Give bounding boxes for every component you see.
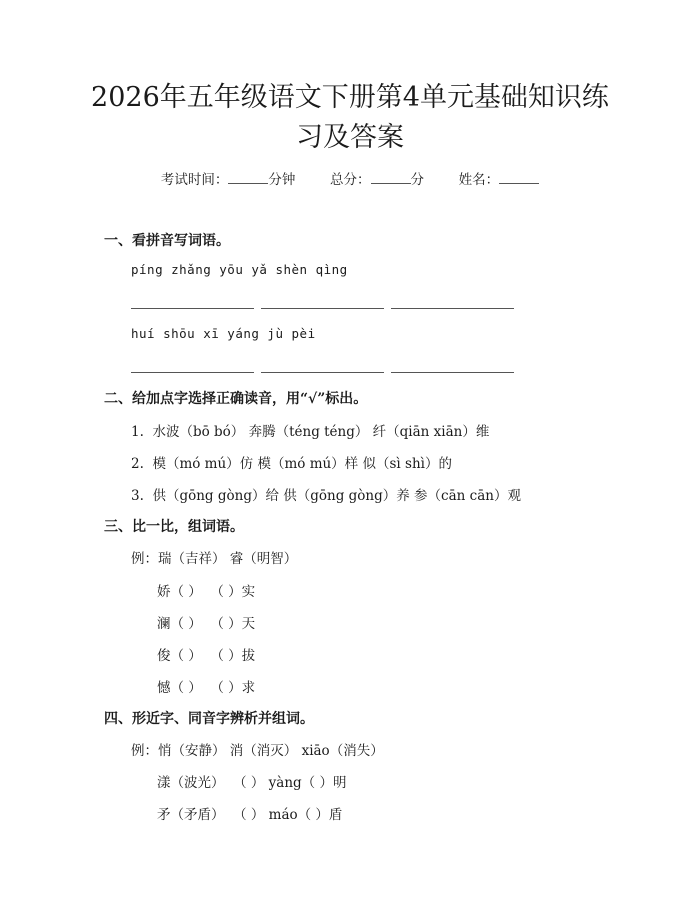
name-blank[interactable] (499, 171, 539, 184)
score-blank[interactable] (371, 171, 411, 184)
section-1-heading: 一、看拼音写词语。 (104, 233, 230, 249)
compare-row-3: 俊（ ） （ ）拔 (157, 648, 256, 664)
section-4-heading: 四、形近字、同音字辨析并组词。 (104, 711, 314, 727)
name-label: 姓名： (458, 172, 500, 188)
answer-blank[interactable] (391, 308, 514, 309)
time-blank[interactable] (228, 171, 268, 184)
homophone-row-2: 矛（矛盾） （ ） máo（ ）盾 (157, 807, 343, 823)
answer-blank[interactable] (261, 308, 384, 309)
homophone-row-1: 漾（波光） （ ） yàng（ ）明 (157, 775, 347, 791)
answer-blank[interactable] (391, 372, 514, 373)
section-3-example: 例：瑞（吉祥） 睿（明智） (131, 551, 298, 567)
section-2-heading: 二、给加点字选择正确读音，用“√”标出。 (104, 391, 368, 407)
compare-row-1: 娇（ ） （ ）实 (157, 584, 256, 600)
pinyin-row-1: píng zhǎng yōu yǎ shèn qìng (131, 262, 348, 277)
compare-row-4: 憾（ ） （ ）求 (157, 680, 256, 696)
reading-item-3: 3. 供（gōng gòng）给 供（gōng gòng）养 参（cān cān）观 (131, 488, 521, 504)
section-3-heading: 三、比一比，组词语。 (104, 519, 244, 535)
time-label: 考试时间： (160, 172, 229, 188)
title-line-2: 习及答案 (296, 122, 404, 153)
exam-meta (0, 168, 700, 188)
answer-blank[interactable] (131, 308, 254, 309)
score-label: 总分： (330, 172, 371, 188)
pinyin-row-2: huí shōu xī yáng jù pèi (131, 326, 316, 341)
section-4-example: 例：悄（安静） 消（消灭） xiāo（消失） (131, 743, 384, 759)
title-line-1: 2026年五年级语文下册第4单元基础知识练 (91, 82, 609, 113)
compare-row-2: 澜（ ） （ ）天 (157, 616, 256, 632)
answer-blank[interactable] (261, 372, 384, 373)
reading-item-2: 2. 模（mó mú）仿 模（mó mú）样 似（sì shì）的 (131, 456, 452, 472)
answer-blank[interactable] (131, 372, 254, 373)
reading-item-1: 1. 水波（bō bó） 奔腾（téng téng） 纤（qiān xiān）维 (131, 424, 490, 440)
score-unit: 分 (410, 172, 424, 188)
time-unit: 分钟 (268, 172, 296, 188)
document-title (60, 78, 640, 158)
